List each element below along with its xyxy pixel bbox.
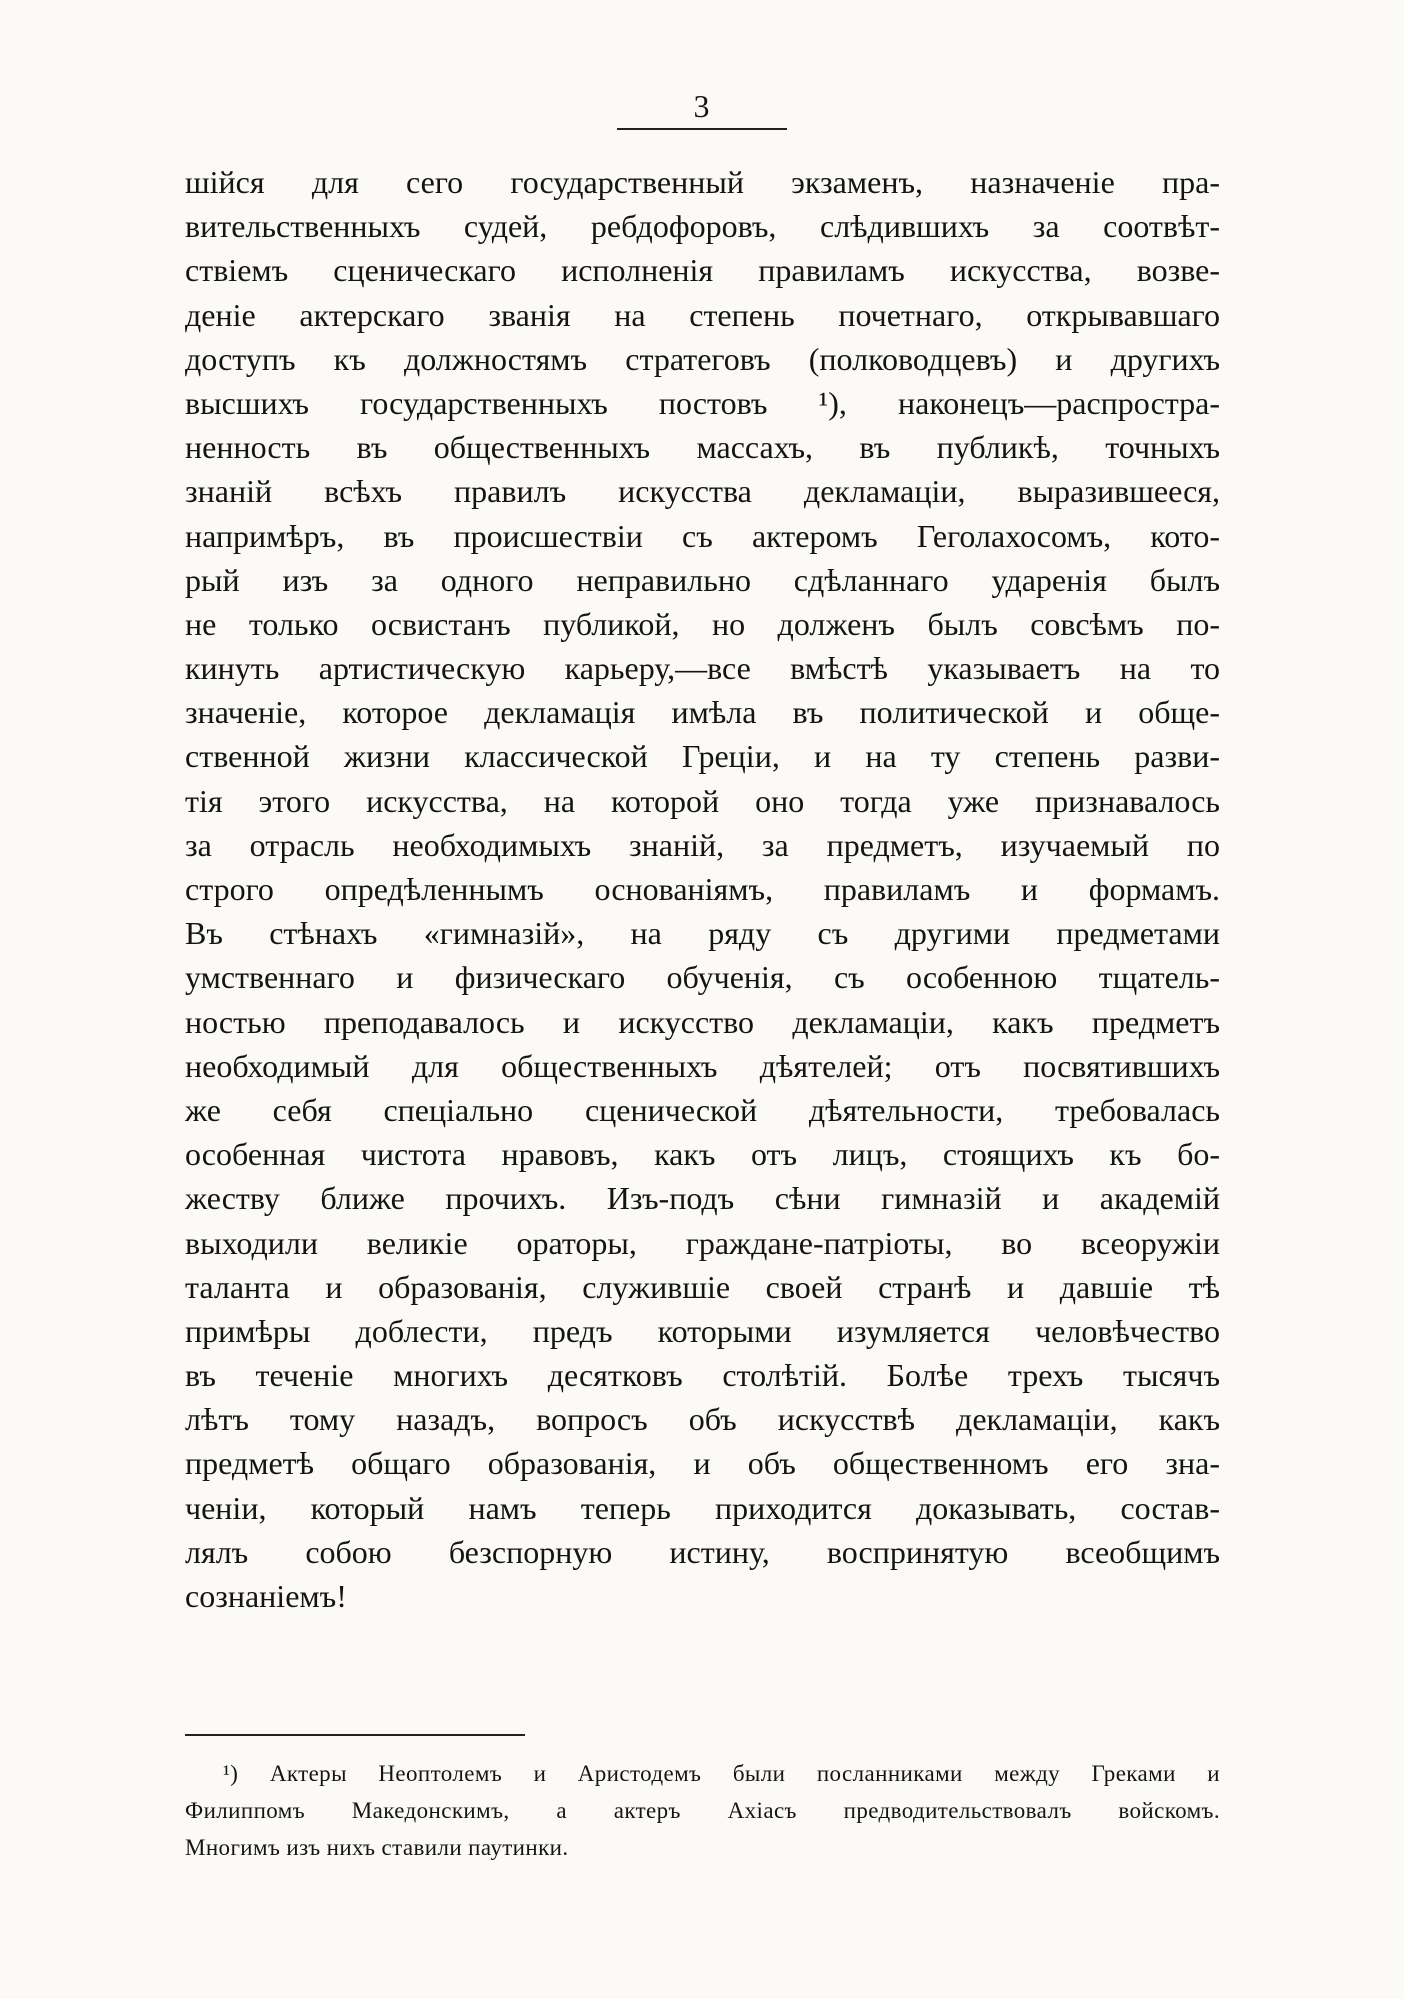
footnote [185,1755,1220,1866]
text-line: же себя спеціально сценической дѣятельности, требовалась [185,1091,1220,1128]
text-line: особенная чистота нравовъ, какъ отъ лицъ, стоящихъ къ бо- [185,1136,1220,1173]
page-number-rule [617,128,787,130]
text-line: лѣтъ тому назадъ, вопросъ объ искусствѣ декламаціи, какъ [185,1401,1220,1438]
text-line: ствіемъ сценическаго исполненія правиламъ искусства, возве- [185,252,1220,289]
page-number: 3 [693,88,711,124]
body-text [185,160,1220,1618]
text-line: шійся для сего государственный экзаменъ, назначеніе пра- [185,164,1220,200]
text-line: деніе актерскаго званія на степень почетнаго, открывавшаго [185,296,1220,333]
text-line: знаній всѣхъ правилъ искусства декламаціи, выразившееся, [185,473,1220,510]
text-line: тія этого искусства, на которой оно тогда уже признавалось [185,782,1220,819]
text-line: въ теченіе многихъ десятковъ столѣтій. Болѣе трехъ тысячъ [185,1357,1220,1394]
text-line: рый изъ за одного неправильно сдѣланнаго ударенія былъ [185,561,1220,598]
footnote-line: Филиппомъ Македонскимъ, а актеръ Ахіасъ предводительствовалъ войскомъ. [185,1798,1220,1823]
text-line: Въ стѣнахъ «гимназій», на ряду съ другими предметами [185,915,1220,952]
text-line: выходили великіе ораторы, граждане-патріоты, во всеоружіи [185,1224,1220,1261]
text-line: ственной жизни классической Греціи, и на ту степень разви- [185,738,1220,775]
footnote-line: ¹) Актеры Неоптолемъ и Аристодемъ были посланниками между Греками и [223,1761,1220,1786]
text-line: необходимый для общественныхъ дѣятелей; отъ посвятившихъ [185,1047,1220,1084]
text-line: умственнаго и физическаго обученія, съ особенною тщатель- [185,959,1220,996]
text-line: сознаніемъ! [185,1578,347,1614]
text-line: ностью преподавалось и искусство декламаціи, какъ предметъ [185,1003,1220,1040]
text-line: лялъ собою безспорную истину, воспринятую всеобщимъ [185,1533,1220,1570]
text-line: значеніе, которое декламація имѣла въ политической и обще- [185,694,1220,731]
text-line: примѣры доблести, предъ которыми изумляется человѣчество [185,1312,1220,1349]
text-line: вительственныхъ судей, ребдофоровъ, слѣдившихъ за соотвѣт- [185,208,1220,245]
text-line: жеству ближе прочихъ. Изъ-подъ сѣни гимназій и академій [185,1180,1220,1217]
text-line: строго опредѣленнымъ основаніямъ, правиламъ и формамъ. [185,871,1220,907]
text-line: не только освистанъ публикой, но долженъ былъ совсѣмъ по- [185,605,1220,642]
text-line: напримѣръ, въ происшествіи съ актеромъ Геголахосомъ, кото- [185,517,1220,554]
footnote-line: Многимъ изъ нихъ ставили паутинки. [185,1835,569,1860]
text-line: таланта и образованія, служившіе своей странѣ и давшіе тѣ [185,1268,1220,1305]
text-line: доступъ къ должностямъ стратеговъ (полководцевъ) и другихъ [185,340,1220,377]
footnote-separator [185,1734,525,1736]
text-line: ненность въ общественныхъ массахъ, въ публикѣ, точныхъ [185,429,1220,466]
text-line: кинуть артистическую карьеру,—все вмѣстѣ указываетъ на то [185,650,1220,687]
text-line: предметѣ общаго образованія, и объ общественномъ его зна- [185,1445,1220,1482]
text-line: за отрасль необходимыхъ знаній, за предметъ, изучаемый по [185,826,1220,863]
text-line: высшихъ государственныхъ постовъ ¹), наконецъ—распростра- [185,384,1220,421]
text-line: ченіи, который намъ теперь приходится доказывать, состав- [185,1489,1220,1526]
